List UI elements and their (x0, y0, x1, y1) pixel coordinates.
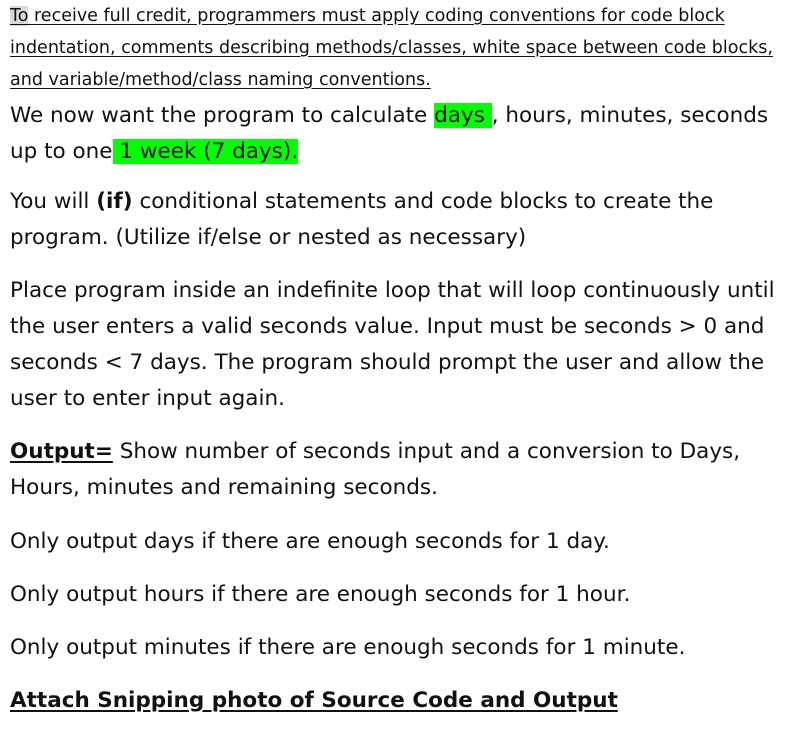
output-paragraph (10, 434, 787, 506)
hours-line: Only output hours if there are enough seconds for 1 hour. (10, 582, 631, 607)
output-text: Show number of seconds input and a conversion to Days, Hours, minutes and remaining seconds. (10, 439, 741, 500)
loop-paragraph: Place program inside an indefinite loop that will loop continuously until the user enters a valid seconds value. Input must be seconds > 0 and seconds < 7 days. The program should prompt the user and allow the user to enter input again. (10, 278, 775, 411)
if-keyword: (if) (96, 189, 133, 214)
if-text-after: conditional statements and code blocks to create the program. (Utilize if/else or nested as necessary) (10, 189, 714, 250)
intro-text: receive full credit, programmers must apply coding conventions for code block indentation, comments describing methods/classes, white space between code blocks, and variable/method/class naming conventions. (10, 6, 773, 90)
week-text-middle: , hours, minutes, seconds up to one (10, 103, 769, 164)
if-paragraph (10, 184, 787, 256)
days-highlight: days (434, 103, 492, 128)
output-label: Output= (10, 439, 113, 464)
week-paragraph (10, 98, 787, 170)
week-highlight: 1 week (7 days). (112, 139, 299, 164)
attach-instruction: Attach Snipping photo of Source Code and Output (10, 688, 618, 713)
days-line: Only output days if there are enough seconds for 1 day. (10, 529, 610, 554)
intro-highlighted-word: To (10, 6, 29, 26)
if-text-before: You will (10, 189, 97, 214)
week-text-before: We now want the program to calculate (10, 103, 435, 128)
minutes-line: Only output minutes if there are enough seconds for 1 minute. (10, 635, 686, 660)
intro-paragraph (10, 0, 787, 96)
